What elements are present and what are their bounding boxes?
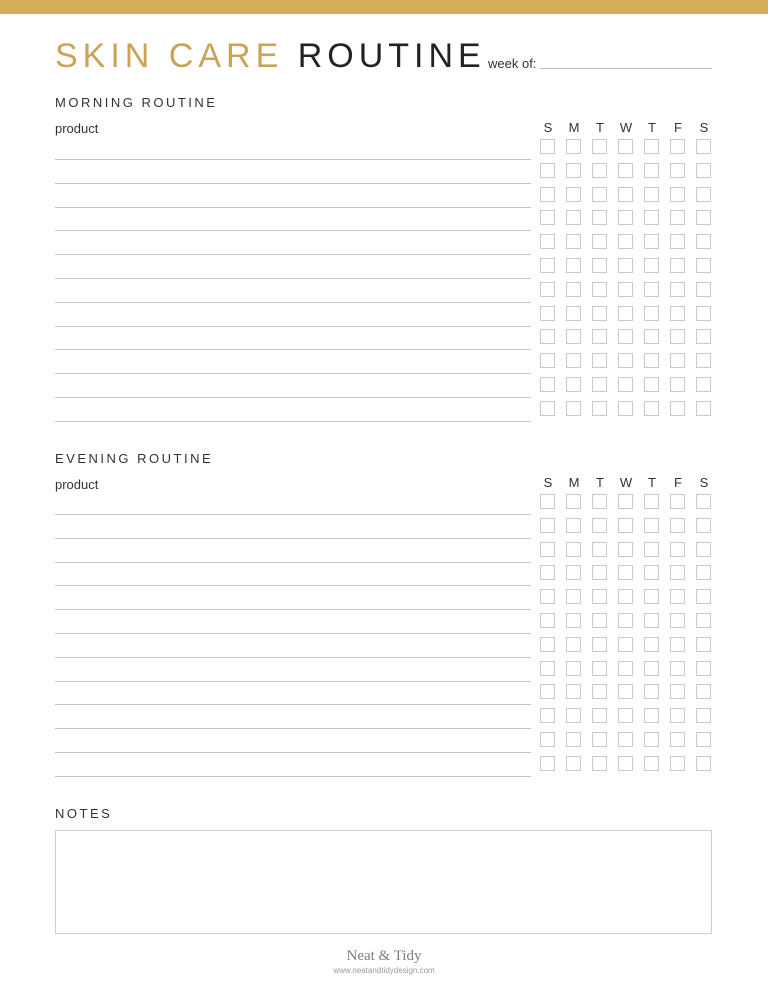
- evening-day-checkbox[interactable]: [696, 518, 711, 533]
- morning-day-checkbox[interactable]: [566, 139, 581, 154]
- evening-day-checkbox[interactable]: [566, 684, 581, 699]
- evening-day-checkbox[interactable]: [592, 589, 607, 604]
- morning-day-checkbox[interactable]: [592, 210, 607, 225]
- morning-day-checkbox[interactable]: [566, 187, 581, 202]
- evening-day-checkbox[interactable]: [592, 565, 607, 580]
- evening-day-checkbox[interactable]: [592, 613, 607, 628]
- morning-day-checkbox[interactable]: [618, 377, 633, 392]
- morning-day-checkbox[interactable]: [618, 187, 633, 202]
- evening-day-checkbox[interactable]: [670, 708, 685, 723]
- day-label: S: [543, 475, 553, 490]
- evening-day-checkbox[interactable]: [644, 494, 659, 509]
- morning-row: [55, 374, 715, 398]
- week-of-field[interactable]: [540, 68, 712, 69]
- evening-day-checkbox[interactable]: [644, 684, 659, 699]
- morning-day-checkbox[interactable]: [592, 187, 607, 202]
- morning-row: [55, 184, 715, 208]
- evening-day-checkbox[interactable]: [618, 661, 633, 676]
- morning-row: [55, 326, 715, 350]
- morning-day-checkbox[interactable]: [540, 210, 555, 225]
- day-label: T: [648, 475, 656, 490]
- morning-day-checkbox[interactable]: [696, 401, 711, 416]
- morning-day-checkbox[interactable]: [566, 210, 581, 225]
- evening-day-checkbox[interactable]: [592, 518, 607, 533]
- evening-day-checkbox[interactable]: [540, 518, 555, 533]
- morning-day-checkbox[interactable]: [566, 353, 581, 368]
- morning-day-checkbox[interactable]: [618, 401, 633, 416]
- evening-day-checkbox[interactable]: [566, 756, 581, 771]
- evening-row: [55, 515, 715, 539]
- morning-day-checkbox[interactable]: [644, 258, 659, 273]
- evening-day-checkbox[interactable]: [644, 542, 659, 557]
- notes-box[interactable]: [55, 830, 712, 934]
- evening-day-checkbox[interactable]: [670, 637, 685, 652]
- evening-row: [55, 705, 715, 729]
- evening-day-checkbox[interactable]: [566, 708, 581, 723]
- morning-day-checkbox[interactable]: [696, 377, 711, 392]
- morning-day-checkbox[interactable]: [618, 258, 633, 273]
- morning-day-checkbox[interactable]: [618, 306, 633, 321]
- morning-day-checkbox[interactable]: [670, 139, 685, 154]
- evening-day-checkbox[interactable]: [670, 661, 685, 676]
- morning-day-checkbox[interactable]: [644, 234, 659, 249]
- evening-day-checkbox[interactable]: [592, 661, 607, 676]
- evening-day-checkbox[interactable]: [696, 565, 711, 580]
- morning-day-checkbox[interactable]: [644, 401, 659, 416]
- evening-day-checkbox[interactable]: [566, 613, 581, 628]
- morning-day-checkbox[interactable]: [540, 139, 555, 154]
- evening-day-checkbox[interactable]: [670, 494, 685, 509]
- day-label: M: [568, 475, 580, 490]
- evening-day-checkbox[interactable]: [696, 708, 711, 723]
- evening-day-checkbox[interactable]: [670, 732, 685, 747]
- morning-days-header: [540, 120, 714, 136]
- morning-day-checkbox[interactable]: [566, 377, 581, 392]
- morning-day-checkbox[interactable]: [618, 282, 633, 297]
- evening-day-checkbox[interactable]: [696, 756, 711, 771]
- morning-day-checkbox[interactable]: [696, 187, 711, 202]
- morning-day-checkbox[interactable]: [696, 258, 711, 273]
- evening-day-checkbox[interactable]: [618, 518, 633, 533]
- evening-day-checkbox[interactable]: [618, 494, 633, 509]
- morning-day-checkbox[interactable]: [670, 306, 685, 321]
- evening-day-checkbox[interactable]: [618, 542, 633, 557]
- morning-day-checkbox[interactable]: [566, 306, 581, 321]
- morning-section-title: MORNING ROUTINE: [55, 95, 218, 110]
- evening-day-checkbox[interactable]: [644, 637, 659, 652]
- day-label: F: [674, 475, 682, 490]
- morning-day-checkbox[interactable]: [566, 234, 581, 249]
- morning-day-checkbox[interactable]: [644, 329, 659, 344]
- morning-day-checkbox[interactable]: [618, 139, 633, 154]
- evening-day-checkbox[interactable]: [592, 708, 607, 723]
- evening-day-checkbox[interactable]: [540, 589, 555, 604]
- morning-row: [55, 350, 715, 374]
- morning-day-checkbox[interactable]: [540, 258, 555, 273]
- morning-day-checkbox[interactable]: [592, 306, 607, 321]
- morning-day-checkbox[interactable]: [644, 377, 659, 392]
- morning-day-checkbox[interactable]: [696, 353, 711, 368]
- brand-logo: Neat & Tidy: [346, 948, 422, 964]
- morning-day-checkbox[interactable]: [540, 234, 555, 249]
- evening-row: [55, 491, 715, 515]
- evening-day-checkbox[interactable]: [618, 732, 633, 747]
- evening-day-checkbox[interactable]: [566, 494, 581, 509]
- evening-day-checkbox[interactable]: [618, 613, 633, 628]
- evening-row: [55, 753, 715, 777]
- evening-day-checkbox[interactable]: [592, 542, 607, 557]
- day-label: M: [568, 120, 580, 135]
- morning-day-checkbox[interactable]: [644, 163, 659, 178]
- evening-day-checkbox[interactable]: [592, 756, 607, 771]
- evening-row: [55, 658, 715, 682]
- evening-day-checkbox[interactable]: [540, 708, 555, 723]
- evening-day-checkbox[interactable]: [670, 542, 685, 557]
- morning-day-checkbox[interactable]: [696, 163, 711, 178]
- morning-day-checkbox[interactable]: [670, 210, 685, 225]
- evening-day-checkbox[interactable]: [644, 661, 659, 676]
- day-label: F: [674, 120, 682, 135]
- evening-day-checkbox[interactable]: [618, 756, 633, 771]
- evening-day-checkbox[interactable]: [670, 684, 685, 699]
- morning-day-checkbox[interactable]: [592, 377, 607, 392]
- evening-day-checkbox[interactable]: [696, 542, 711, 557]
- day-label: W: [619, 475, 633, 490]
- morning-day-checkbox[interactable]: [644, 139, 659, 154]
- morning-day-checkbox[interactable]: [540, 401, 555, 416]
- evening-day-checkbox[interactable]: [592, 494, 607, 509]
- evening-day-checkbox[interactable]: [696, 732, 711, 747]
- morning-day-checkbox[interactable]: [592, 139, 607, 154]
- morning-product-line[interactable]: [55, 421, 531, 422]
- evening-day-checkbox[interactable]: [618, 637, 633, 652]
- evening-day-checkbox[interactable]: [592, 684, 607, 699]
- morning-day-checkbox[interactable]: [618, 210, 633, 225]
- morning-day-checkbox[interactable]: [540, 353, 555, 368]
- evening-day-checkbox[interactable]: [696, 494, 711, 509]
- morning-day-checkbox[interactable]: [670, 377, 685, 392]
- evening-section-title: EVENING ROUTINE: [55, 451, 214, 466]
- evening-day-checkbox[interactable]: [540, 684, 555, 699]
- evening-day-checkbox[interactable]: [618, 589, 633, 604]
- morning-day-checkbox[interactable]: [540, 377, 555, 392]
- evening-day-checkbox[interactable]: [644, 708, 659, 723]
- morning-day-checkbox[interactable]: [696, 210, 711, 225]
- evening-day-checkbox[interactable]: [540, 613, 555, 628]
- evening-day-checkbox[interactable]: [540, 565, 555, 580]
- morning-day-checkbox[interactable]: [670, 163, 685, 178]
- morning-day-checkbox[interactable]: [696, 329, 711, 344]
- morning-day-checkbox[interactable]: [644, 210, 659, 225]
- evening-day-checkbox[interactable]: [592, 637, 607, 652]
- morning-row: [55, 398, 715, 422]
- morning-day-checkbox[interactable]: [592, 401, 607, 416]
- morning-day-checkbox[interactable]: [592, 282, 607, 297]
- morning-day-checkbox[interactable]: [592, 234, 607, 249]
- morning-day-checkbox[interactable]: [540, 306, 555, 321]
- morning-day-checkbox[interactable]: [592, 329, 607, 344]
- morning-day-checkbox[interactable]: [566, 258, 581, 273]
- morning-day-checkbox[interactable]: [696, 234, 711, 249]
- evening-day-checkbox[interactable]: [696, 613, 711, 628]
- evening-day-checkbox[interactable]: [618, 708, 633, 723]
- morning-day-checkbox[interactable]: [696, 282, 711, 297]
- morning-day-checkbox[interactable]: [670, 401, 685, 416]
- evening-row: [55, 634, 715, 658]
- evening-day-checkbox[interactable]: [566, 661, 581, 676]
- morning-day-checkbox[interactable]: [566, 282, 581, 297]
- morning-day-checkbox[interactable]: [592, 163, 607, 178]
- notes-section-title: NOTES: [55, 806, 113, 821]
- day-label: T: [596, 120, 604, 135]
- evening-day-checkbox[interactable]: [644, 589, 659, 604]
- day-label: T: [596, 475, 604, 490]
- morning-day-checkbox[interactable]: [644, 306, 659, 321]
- morning-day-checkbox[interactable]: [540, 187, 555, 202]
- morning-day-checkbox[interactable]: [618, 329, 633, 344]
- evening-row: [55, 586, 715, 610]
- evening-day-checkbox[interactable]: [618, 684, 633, 699]
- morning-day-checkbox[interactable]: [670, 187, 685, 202]
- morning-day-checkbox[interactable]: [592, 258, 607, 273]
- morning-row: [55, 160, 715, 184]
- morning-day-checkbox[interactable]: [566, 401, 581, 416]
- morning-day-checkbox[interactable]: [670, 282, 685, 297]
- evening-day-checkbox[interactable]: [566, 542, 581, 557]
- evening-row: [55, 610, 715, 634]
- morning-day-checkbox[interactable]: [670, 234, 685, 249]
- evening-day-checkbox[interactable]: [670, 518, 685, 533]
- morning-day-checkbox[interactable]: [644, 282, 659, 297]
- evening-day-checkbox[interactable]: [670, 613, 685, 628]
- morning-row: [55, 303, 715, 327]
- morning-row: [55, 255, 715, 279]
- evening-day-checkbox[interactable]: [696, 637, 711, 652]
- day-label: W: [619, 120, 633, 135]
- day-label: S: [543, 120, 553, 135]
- evening-day-checkbox[interactable]: [566, 565, 581, 580]
- morning-day-checkbox[interactable]: [618, 163, 633, 178]
- evening-day-checkbox[interactable]: [540, 732, 555, 747]
- morning-row: [55, 207, 715, 231]
- evening-day-checkbox[interactable]: [696, 589, 711, 604]
- morning-day-checkbox[interactable]: [670, 258, 685, 273]
- morning-day-checkbox[interactable]: [592, 353, 607, 368]
- evening-day-checkbox[interactable]: [670, 589, 685, 604]
- evening-days-header: [540, 475, 714, 491]
- evening-day-checkbox[interactable]: [540, 542, 555, 557]
- evening-product-label: product: [55, 477, 99, 492]
- morning-day-checkbox[interactable]: [644, 187, 659, 202]
- top-accent-bar: [0, 0, 768, 14]
- evening-day-checkbox[interactable]: [644, 756, 659, 771]
- evening-day-checkbox[interactable]: [644, 732, 659, 747]
- morning-day-checkbox[interactable]: [696, 306, 711, 321]
- morning-day-checkbox[interactable]: [618, 353, 633, 368]
- evening-day-checkbox[interactable]: [566, 589, 581, 604]
- morning-day-checkbox[interactable]: [540, 282, 555, 297]
- evening-day-checkbox[interactable]: [540, 661, 555, 676]
- morning-day-checkbox[interactable]: [644, 353, 659, 368]
- evening-day-checkbox[interactable]: [592, 732, 607, 747]
- morning-day-checkbox[interactable]: [566, 329, 581, 344]
- title-routine: ROUTINE: [297, 37, 486, 75]
- evening-row: [55, 539, 715, 563]
- evening-day-checkbox[interactable]: [696, 684, 711, 699]
- morning-day-checkbox[interactable]: [670, 353, 685, 368]
- day-label: T: [648, 120, 656, 135]
- morning-product-label: product: [55, 121, 99, 136]
- evening-day-checkbox[interactable]: [644, 518, 659, 533]
- evening-product-line[interactable]: [55, 776, 531, 777]
- evening-day-checkbox[interactable]: [540, 494, 555, 509]
- title-skin-care: SKIN CARE: [55, 37, 284, 75]
- evening-day-checkbox[interactable]: [618, 565, 633, 580]
- evening-day-checkbox[interactable]: [670, 565, 685, 580]
- evening-day-checkbox[interactable]: [566, 518, 581, 533]
- evening-day-checkbox[interactable]: [670, 756, 685, 771]
- morning-row: [55, 231, 715, 255]
- morning-day-checkbox[interactable]: [670, 329, 685, 344]
- day-label: S: [699, 120, 709, 135]
- evening-day-checkbox[interactable]: [644, 613, 659, 628]
- evening-day-checkbox[interactable]: [644, 565, 659, 580]
- day-label: S: [699, 475, 709, 490]
- page-title: [55, 36, 486, 76]
- evening-row: [55, 681, 715, 705]
- evening-day-checkbox[interactable]: [566, 637, 581, 652]
- morning-day-checkbox[interactable]: [540, 163, 555, 178]
- evening-day-checkbox[interactable]: [566, 732, 581, 747]
- evening-day-checkbox[interactable]: [540, 756, 555, 771]
- evening-day-checkbox[interactable]: [696, 661, 711, 676]
- morning-row: [55, 136, 715, 160]
- evening-row: [55, 562, 715, 586]
- evening-day-checkbox[interactable]: [540, 637, 555, 652]
- morning-day-checkbox[interactable]: [696, 139, 711, 154]
- brand-url: www.neatandtidydesign.com: [333, 966, 435, 975]
- morning-day-checkbox[interactable]: [540, 329, 555, 344]
- morning-day-checkbox[interactable]: [566, 163, 581, 178]
- morning-day-checkbox[interactable]: [618, 234, 633, 249]
- morning-row: [55, 279, 715, 303]
- evening-row: [55, 729, 715, 753]
- week-of-label: week of:: [488, 56, 537, 71]
